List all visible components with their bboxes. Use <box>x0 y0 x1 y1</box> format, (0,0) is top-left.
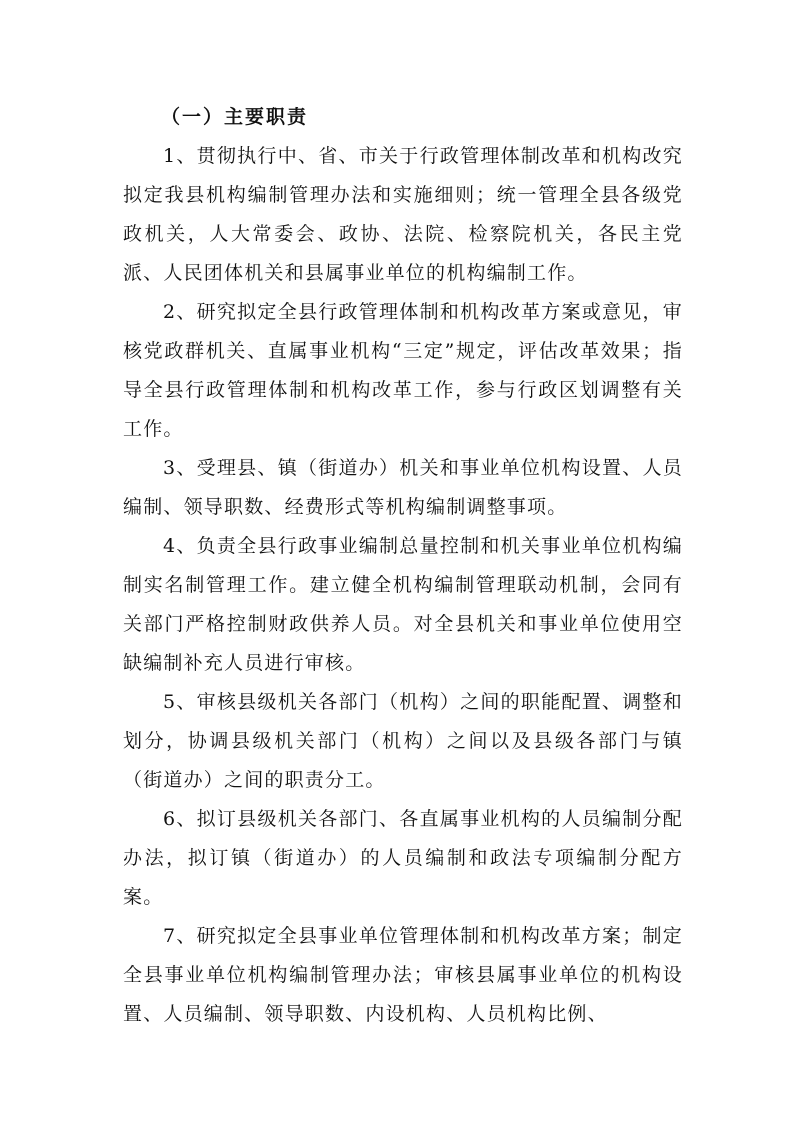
paragraph-4: 4、负责全县行政事业编制总量控制和机关事业单位机构编制实名制管理工作。建立健全机构编制管理联动机制，会同有关部门严格控制财政供养人员。对全县机关和事业单位使用空缺编制补充人员进行审核。 <box>123 535 683 674</box>
document-body <box>123 98 683 1034</box>
paragraph-5: 5、审核县级机关各部门（机构）之间的职能配置、调整和划分，协调县级机关部门（机构）之间以及县级各部门与镇（街道办）之间的职责分工。 <box>123 691 683 791</box>
paragraph-2: 2、研究拟定全县行政管理体制和机构改革方案或意见，审核党政群机关、直属事业机构“三定”规定，评估改革效果；指导全县行政管理体制和机构改革工作，参与行政区划调整有关工作。 <box>123 301 683 440</box>
paragraph-7: 7、研究拟定全县事业单位管理体制和机构改革方案；制定全县事业单位机构编制管理办法；审核县属事业单位的机构设置、人员编制、领导职数、内设机构、人员机构比例、 <box>123 925 683 1025</box>
paragraph-3: 3、受理县、镇（街道办）机关和事业单位机构设置、人员编制、领导职数、经费形式等机构编制调整事项。 <box>123 457 683 518</box>
paragraph-6: 6、拟订县级机关各部门、各直属事业机构的人员编制分配办法，拟订镇（街道办）的人员编制和政法专项编制分配方案。 <box>123 808 683 908</box>
paragraph-1: 1、贯彻执行中、省、市关于行政管理体制改革和机构改究拟定我县机构编制管理办法和实施细则；统一管理全县各级党政机关，人大常委会、政协、法院、检察院机关，各民主党派、人民团体机关和县属事业单位的机构编制工作。 <box>123 145 683 284</box>
section-heading: （一）主要职责 <box>161 106 309 128</box>
